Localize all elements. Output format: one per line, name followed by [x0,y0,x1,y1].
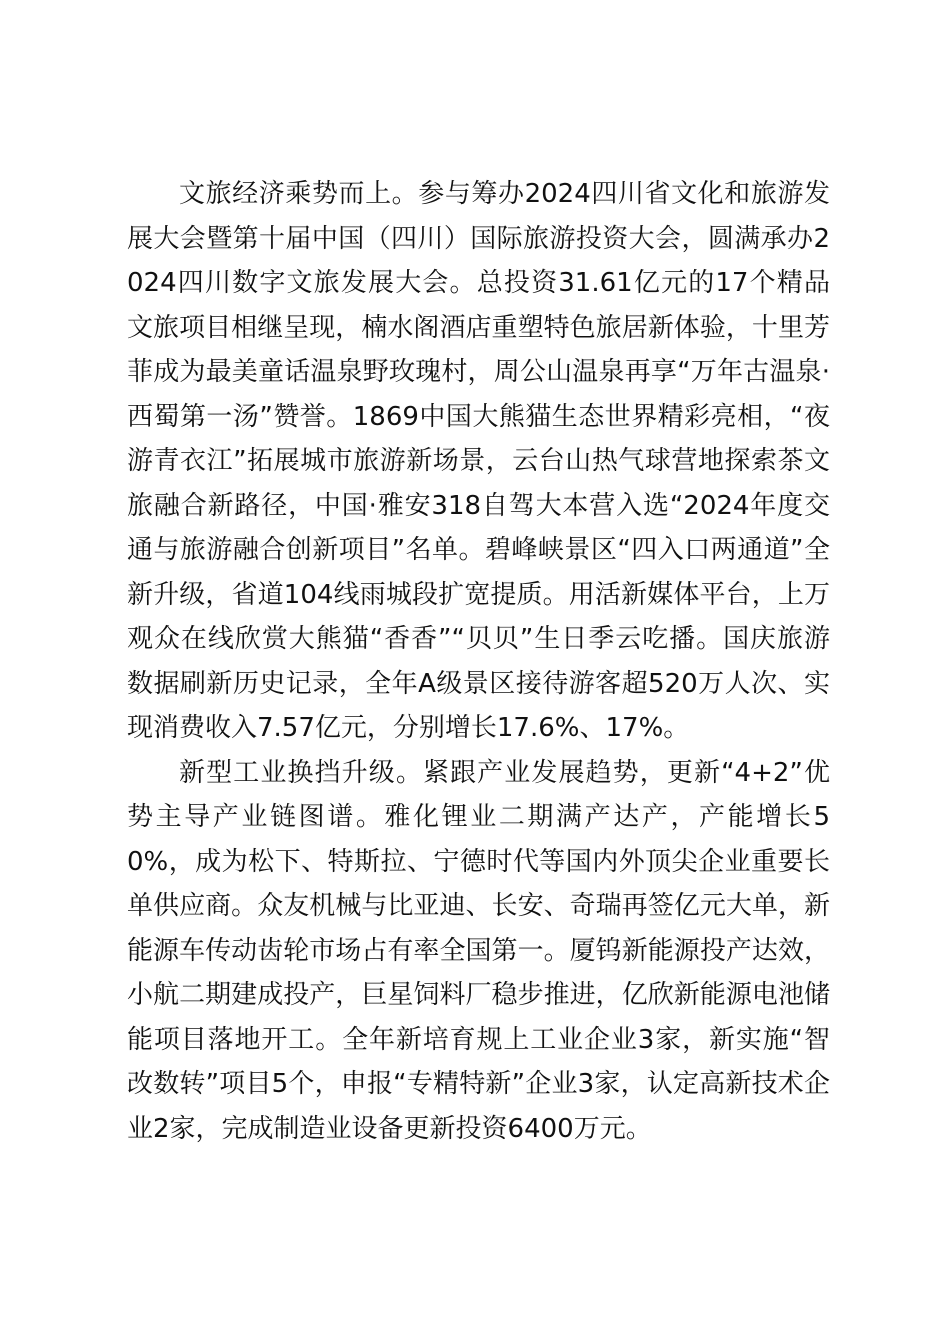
document-body [127,172,830,1151]
paragraph-cultural-tourism: 文旅经济乘势而上。参与筹办2024四川省文化和旅游发展大会暨第十届中国（四川）国际旅游投资大会，圆满承办2024四川数字文旅发展大会。总投资31.61亿元的17个精品文旅项目相继呈现，楠水阁酒店重塑特色旅居新体验，十里芳菲成为最美童话温泉野玫瑰村，周公山温泉再享“万年古温泉·西蜀第一汤”赞誉。1869中国大熊猫生态世界精彩亮相，“夜游青衣江”拓展城市旅游新场景，云台山热气球营地探索茶文旅融合新路径，中国·雅安318自驾大本营入选“2024年度交通与旅游融合创新项目”名单。碧峰峡景区“四入口两通道”全新升级，省道104线雨城段扩宽提质。用活新媒体平台，上万观众在线欣赏大熊猫“香香”“贝贝”生日季云吃播。国庆旅游数据刷新历史记录，全年A级景区接待游客超520万人次、实现消费收入7.57亿元，分别增长17.6%、17%。 [127,179,830,743]
paragraph-new-industry: 新型工业换挡升级。紧跟产业发展趋势，更新“4+2”优势主导产业链图谱。雅化锂业二期满产达产，产能增长50%，成为松下、特斯拉、宁德时代等国内外顶尖企业重要长单供应商。众友机械与比亚迪、长安、奇瑞再签亿元大单，新能源车传动齿轮市场占有率全国第一。厦钨新能源投产达效，小航二期建成投产，巨星饲料厂稳步推进，亿欣新能源电池储能项目落地开工。全年新培育规上工业企业3家，新实施“智改数转”项目5个，申报“专精特新”企业3家，认定高新技术企业2家，完成制造业设备更新投资6400万元。 [127,757,830,1144]
